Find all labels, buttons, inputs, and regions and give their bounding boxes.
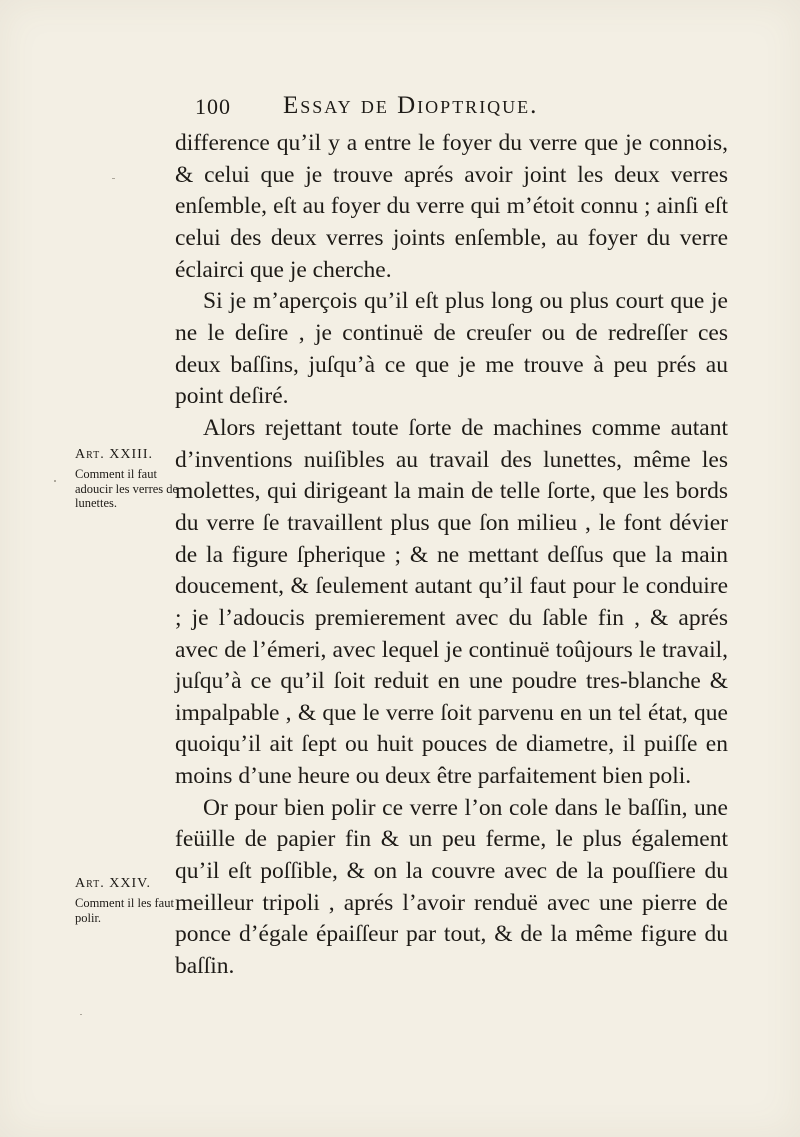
article-summary: Comment il les faut polir. <box>75 896 174 925</box>
body-text <box>175 128 728 983</box>
running-title: Essay de Dioptrique. <box>283 92 539 119</box>
page-number: 100 <box>195 94 231 119</box>
paragraph-continuation: difference qu’il y a entre le foyer du verre que je connois, & celui que je trouve aprés avoir joint les deux verres enſemble, eſt au foyer du verre qui m’étoit connu ; ainſi eſt celui des deux verres joints enſemble, au foyer du verre éclairci que je cherche. <box>175 130 728 283</box>
paragraph-article-24: Or pour bien polir ce verre l’on cole dans le baſſin, une feüille de papier fin & un peu ferme, le plus également qu’il eſt poſſible, & on la couvre avec de la pouſſiere du meilleur tripoli , aprés l’avoir renduë avec une pierre de ponce d’égale épaiſſeur par tout, & de la même figure du baſſin. <box>175 794 728 980</box>
ink-speck <box>80 1014 82 1015</box>
ink-speck <box>54 480 56 482</box>
paragraph: Si je m’aperçois qu’il eſt plus long ou plus court que je ne le deſire , je continuë de creuſer ou de redreſſer ces deux baſſins, juſqu’à ce que je me trouve à peu prés au point deſiré. <box>175 288 728 410</box>
margin-note-article-23 <box>75 447 185 511</box>
ink-speck <box>112 178 115 179</box>
margin-note-article-24 <box>75 876 185 925</box>
article-label: Art. XXIV. <box>75 876 151 891</box>
article-summary: Comment il faut adoucir les verres de lunettes. <box>75 467 179 510</box>
article-label: Art. XXIII. <box>75 447 153 462</box>
paragraph-article-23: Alors rejettant toute ſorte de machines comme autant d’inventions nuiſibles au travail des lunettes, même les molettes, qui dirigeant la main de telle ſorte, que les bords du verre ſe travaillent plus que ſon milieu , le font dévier de la figure ſpherique ; & ne mettant deſſus que la main doucement, & ſeulement autant qu’il faut pour le conduire ; je l’adoucis premierement avec du ſable fin , & aprés avec de l’émeri, avec lequel je continuë toûjours le travail, juſqu’à ce qu’il ſoit reduit en une poudre tres-blanche & impalpable , & que le verre ſoit parvenu en un tel état, que quoiqu’il ait ſept ou huit pouces de diametre, il puiſſe en moins d’une heure ou deux être parfaitement bien poli. <box>175 414 728 790</box>
